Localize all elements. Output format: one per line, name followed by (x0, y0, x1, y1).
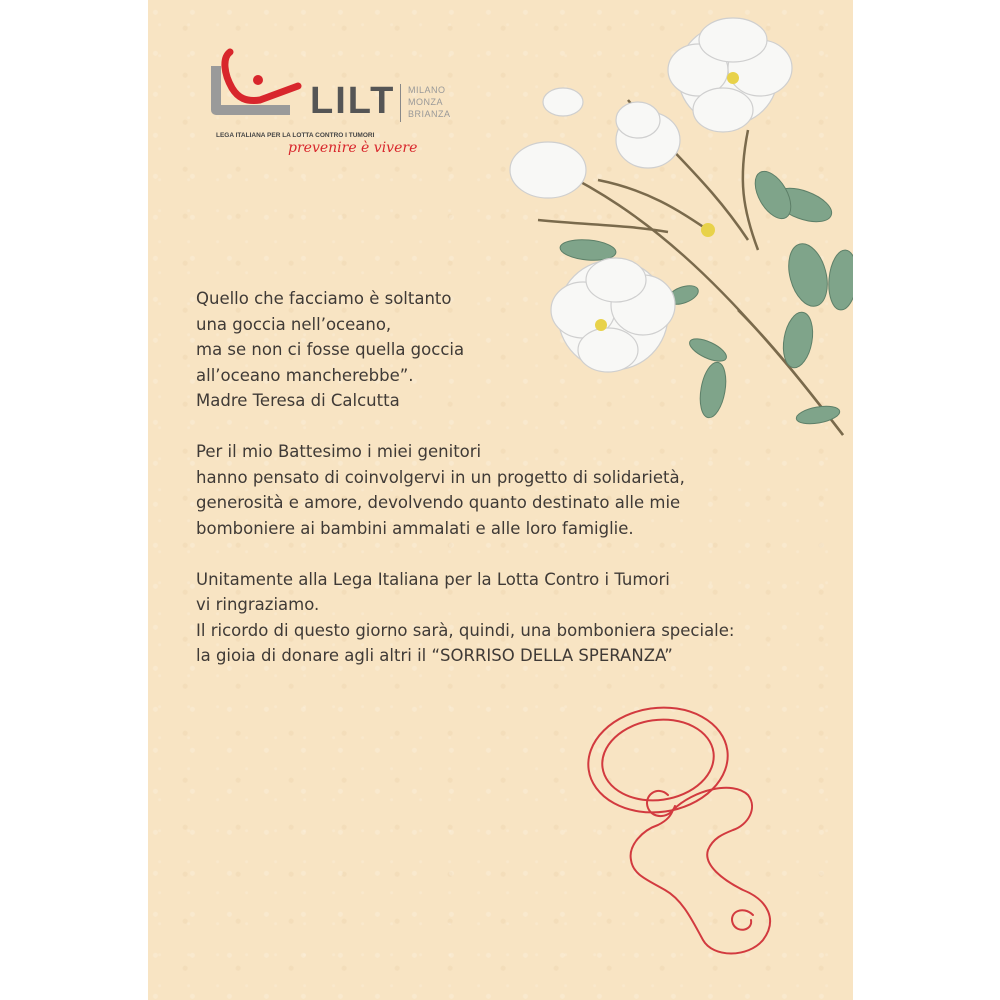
thanks-line: Il ricordo di questo giorno sarà, quindi, una bomboniera speciale: (196, 620, 735, 640)
thanks-line: Unitamente alla Lega Italiana per la Lotta Contro i Tumori (196, 569, 670, 589)
quote-author: Madre Teresa di Calcutta (196, 391, 400, 410)
logo-city (408, 84, 451, 120)
message-line: Per il mio Battesimo i miei genitori (196, 442, 482, 461)
lilt-logo (210, 44, 490, 174)
quote-line: ma se non ci fosse quella goccia (196, 340, 465, 359)
message-line: bomboniere ai bambini ammalati e alle loro famiglie. (196, 518, 634, 538)
logo-wordmark: LILT (310, 80, 396, 122)
message-text (196, 286, 816, 694)
message-line: hanno pensato di coinvolgervi in un progetto di solidarietà, (196, 467, 685, 487)
message-line: generosità e amore, devolvendo quanto destinato alle mie (196, 493, 681, 512)
quote-line: all’oceano mancherebbe”. (196, 365, 414, 385)
quote-paragraph (196, 286, 816, 414)
logo-city-line: MONZA (408, 97, 443, 107)
logo-city-line: MILANO (408, 85, 446, 95)
logo-city-line: BRIANZA (408, 109, 451, 119)
thanks-line: vi ringraziamo. (196, 595, 320, 614)
logo-divider (400, 84, 401, 122)
logo-motto: prevenire è vivere (288, 140, 418, 156)
pacifier-icon (573, 700, 813, 960)
thanks-line: la gioia di donare agli altri il “SORRISO DELLA SPERANZA” (196, 646, 673, 665)
message-paragraph (196, 439, 816, 541)
quote-line: una goccia nell’oceano, (196, 314, 392, 334)
thanks-paragraph (196, 567, 816, 669)
card-page (148, 0, 853, 1000)
lilt-logo-mark-icon (210, 44, 310, 124)
logo-organization: LEGA ITALIANA PER LA LOTTA CONTRO I TUMORI (216, 132, 375, 139)
quote-line: Quello che facciamo è soltanto (196, 289, 452, 308)
